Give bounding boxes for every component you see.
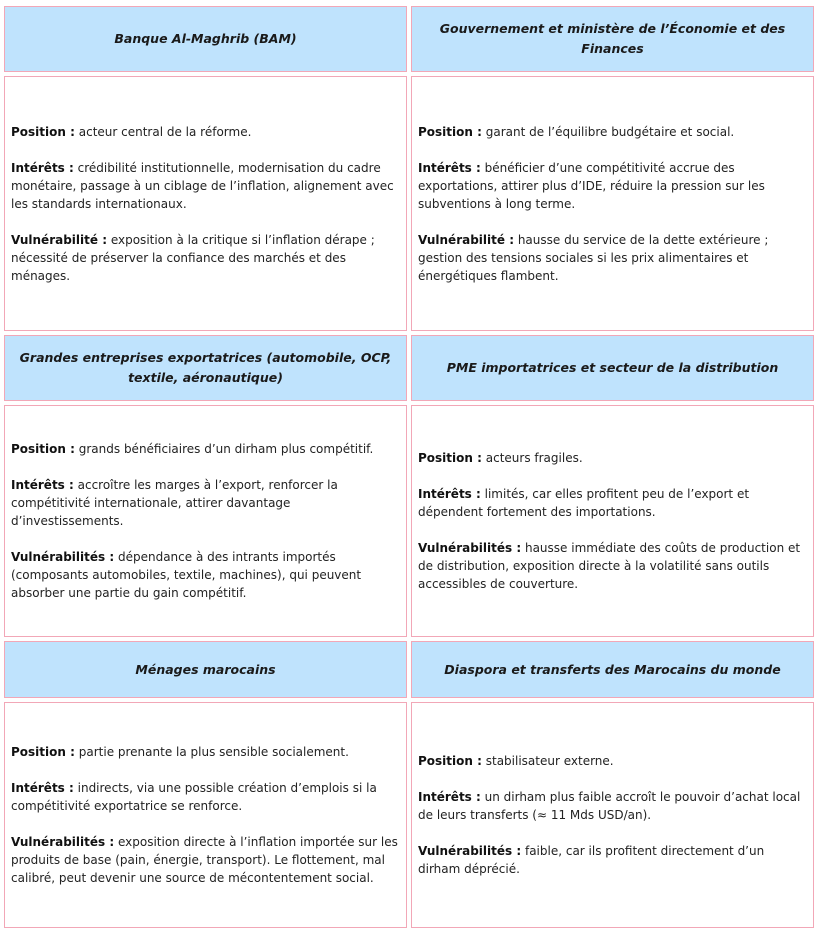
header-bam <box>4 6 407 72</box>
field-text: dépendance à des intrants importés (composants automobiles, textile, machines), qui peuvent absorber une partie du gain compétitif. <box>11 550 362 600</box>
field-label: Intérêts : <box>11 781 74 795</box>
header-menages <box>4 641 407 698</box>
position-paragraph <box>418 449 807 467</box>
field-text: accroître les marges à l’export, renforcer la compétitivité internationale, attirer davantage d’investissements. <box>11 478 338 528</box>
field-label: Vulnérabilités : <box>11 550 115 564</box>
interets-paragraph <box>418 159 807 213</box>
field-label: Position : <box>11 124 75 139</box>
vulnerabilite-paragraph <box>418 231 807 285</box>
field-text: hausse immédiate des coûts de production et de distribution, exposition directe à la volatilité sans outils accessibles de couverture. <box>418 541 801 591</box>
field-label: Position : <box>418 124 482 139</box>
field-text: crédibilité institutionnelle, modernisation du cadre monétaire, passage à un ciblage de l’inflation, alignement avec les standards internationaux. <box>11 160 394 211</box>
field-text: exposition à la critique si l’inflation dérape ; nécessité de préserver la confiance des marchés et des ménages. <box>11 232 375 283</box>
position-paragraph <box>11 440 400 458</box>
interets-paragraph <box>418 485 807 521</box>
header-title: Ménages marocains <box>135 661 276 677</box>
field-text: faible, car ils profitent directement d’un dirham déprécié. <box>418 844 765 876</box>
field-label: Position : <box>11 745 75 759</box>
body-grandes-entreprises <box>4 405 407 637</box>
field-label: Position : <box>418 754 482 768</box>
field-text: partie prenante la plus sensible socialement. <box>78 745 349 759</box>
interets-paragraph <box>11 779 400 815</box>
header-pme <box>411 335 814 401</box>
vulnerabilites-paragraph <box>11 548 400 602</box>
field-label: Vulnérabilités : <box>418 541 522 555</box>
header-title: Banque Al-Maghrib (BAM) <box>114 31 297 46</box>
vulnerabilite-paragraph <box>11 231 400 285</box>
header-title: Gouvernement et ministère de l’Économie et des Finances <box>439 21 786 56</box>
vulnerabilites-paragraph <box>418 842 807 878</box>
interets-paragraph <box>11 476 400 530</box>
header-title: Grandes entreprises exportatrices (automobile, OCP, textile, aéronautique) <box>19 350 392 385</box>
header-gouvernement <box>411 6 814 72</box>
interets-paragraph <box>418 788 807 824</box>
body-pme <box>411 405 814 637</box>
field-label: Vulnérabilités : <box>418 844 522 858</box>
field-text: garant de l’équilibre budgétaire et social. <box>485 124 735 139</box>
interets-paragraph <box>11 159 400 213</box>
field-label: Position : <box>11 442 75 456</box>
position-paragraph <box>11 123 400 141</box>
position-paragraph <box>418 123 807 141</box>
field-text: grands bénéficiaires d’un dirham plus compétitif. <box>78 442 374 456</box>
body-gouvernement <box>411 76 814 331</box>
body-menages <box>4 702 407 928</box>
field-label: Intérêts : <box>418 790 481 804</box>
vulnerabilites-paragraph <box>418 539 807 593</box>
field-text: acteur central de la réforme. <box>78 124 252 139</box>
field-label: Intérêts : <box>418 160 481 175</box>
field-text: bénéficier d’une compétitivité accrue des exportations, attirer plus d’IDE, réduire la pression sur les subventions à long terme. <box>418 160 765 211</box>
field-label: Vulnérabilités : <box>11 835 115 849</box>
field-text: acteurs fragiles. <box>485 451 583 465</box>
field-text: hausse du service de la dette extérieure ; gestion des tensions sociales si les prix alimentaires et énergétiques flambent. <box>418 232 769 283</box>
field-text: exposition directe à l’inflation importée sur les produits de base (pain, énergie, transport). Le flottement, mal calibré, peut devenir une source de mécontentement social. <box>11 835 398 885</box>
field-label: Vulnérabilité : <box>418 232 514 247</box>
field-label: Intérêts : <box>11 160 74 175</box>
field-label: Intérêts : <box>11 478 74 492</box>
vulnerabilites-paragraph <box>11 833 400 887</box>
body-diaspora <box>411 702 814 928</box>
field-label: Position : <box>418 451 482 465</box>
field-text: stabilisateur externe. <box>485 754 614 768</box>
header-diaspora <box>411 641 814 698</box>
field-label: Intérêts : <box>418 487 481 501</box>
field-text: limités, car elles profitent peu de l’export et dépendent fortement des importations. <box>418 487 750 519</box>
field-text: un dirham plus faible accroît le pouvoir d’achat local de leurs transferts (≈ 11 Mds USD/an). <box>418 790 801 822</box>
position-paragraph <box>11 743 400 761</box>
header-grandes-entreprises <box>4 335 407 401</box>
body-bam <box>4 76 407 331</box>
header-title: PME importatrices et secteur de la distribution <box>446 360 779 375</box>
header-title: Diaspora et transferts des Marocains du monde <box>444 661 781 677</box>
field-label: Vulnérabilité : <box>11 232 107 247</box>
field-text: indirects, via une possible création d’emplois si la compétitivité exportatrice se renforce. <box>11 781 377 813</box>
position-paragraph <box>418 752 807 770</box>
